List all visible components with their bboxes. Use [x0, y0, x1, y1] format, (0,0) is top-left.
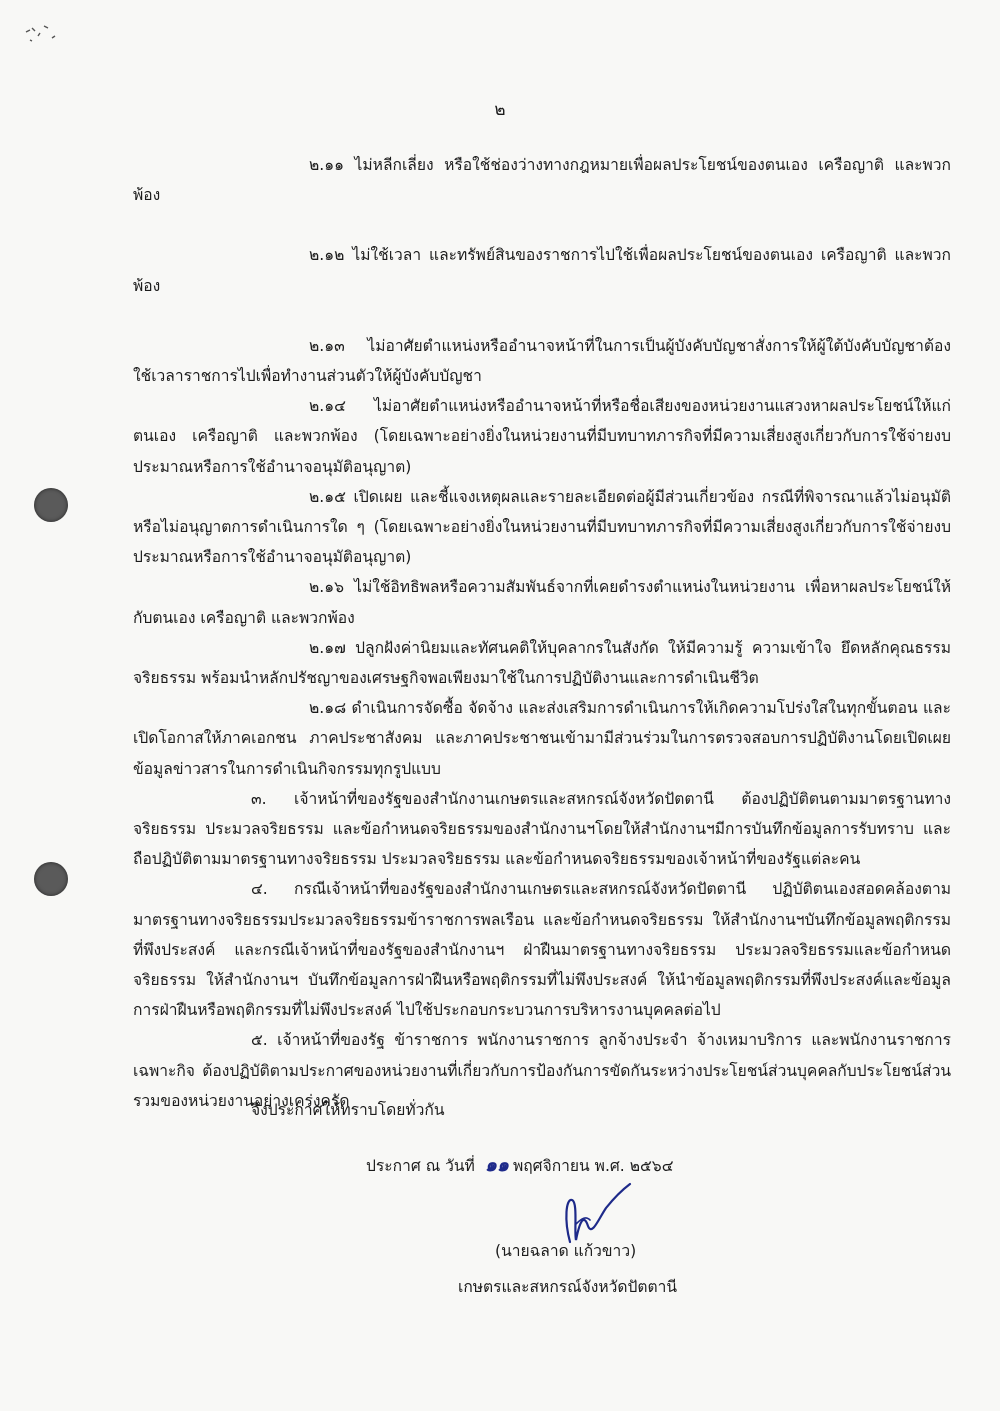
- paragraph-2-14: ๒.๑๔ ไม่อาศัยตำแหน่งหรืออำนาจหน้าที่หรือชื่อเสียงของหน่วยงานแสวงหาผลประโยชน์ให้แก่ตนเอง เครือญาติ และพวกพ้อง (โดยเฉพาะอย่างยิ่งในหน่วยงานที่มีบทบาทภารกิจที่มีความเสี่ยงสูงเกี่ยวกับการใช้จ่ายงบประมาณหรือการใช้อำนาจอนุมัติอนุญาต): [133, 397, 951, 476]
- date-month-year: พฤศจิกายน พ.ศ. ๒๕๖๔: [512, 1157, 674, 1175]
- punch-hole-bottom: [34, 862, 68, 896]
- closing-statement: จึงประกาศให้ทราบโดยทั่วกัน: [251, 1101, 445, 1119]
- date-day: ๑๑: [484, 1154, 509, 1176]
- paragraph-4: ๔. กรณีเจ้าหน้าที่ของรัฐของสำนักงานเกษตรและสหกรณ์จังหวัดปัตตานี ปฏิบัติตนเองสอดคล้องตามมาตรฐานทางจริยธรรมประมวลจริยธรรมข้าราชการพลเรือน และข้อกำหนดจริยธรรม ให้สำนักงานฯบันทึกข้อมูลพฤติกรรมที่พึงประสงค์ และกรณีเจ้าหน้าที่ของรัฐของสำนักงานฯ ฝ่าฝืนมาตรฐานทางจริยธรรม ประมวลจริยธรรมและข้อกำหนดจริยธรรม ให้สำนักงานฯ บันทึกข้อมูลการฝ่าฝืนหรือพฤติกรรมที่ไม่พึงประสงค์ ให้นำข้อมูลพฤติกรรมที่พึงประสงค์และข้อมูลการฝ่าฝืนหรือพฤติกรรมที่ไม่พึงประสงค์ ไปใช้ประกอบกระบวนการบริหารงานบุคคลต่อไป: [133, 880, 951, 1020]
- paragraph-3: ๓. เจ้าหน้าที่ของรัฐของสำนักงานเกษตรและสหกรณ์จังหวัดปัตตานี ต้องปฏิบัติตนตามมาตรฐานทางจริยธรรม ประมวลจริยธรรม และข้อกำหนดจริยธรรมของสำนักงานฯโดยให้สำนักงานฯมีการบันทึกข้อมูลการรับทราบ และถือปฏิบัติตามมาตรฐานทางจริยธรรม ประมวลจริยธรรม และข้อกำหนดจริยธรรมของเจ้าหน้าที่ของรัฐแต่ละคน: [133, 789, 951, 869]
- paragraph-5: ๕. เจ้าหน้าที่ของรัฐ ข้าราชการ พนักงานราชการ ลูกจ้างประจำ จ้างเหมาบริการ และพนักงานราชการเฉพาะกิจ ต้องปฏิบัติตามประกาศของหน่วยงานที่เกี่ยวกับการป้องกันการขัดกันระหว่างประโยชน์ส่วนบุคคลกับประโยชน์ส่วนรวมของหน่วยงานอย่างเคร่งครัด: [133, 1031, 951, 1110]
- signer-name: (นายฉลาด แก้วขาว): [495, 1242, 637, 1260]
- document-body: [133, 150, 951, 1116]
- paragraph-2-16: ๒.๑๖ ไม่ใช้อิทธิพลหรือความสัมพันธ์จากที่เคยดำรงตำแหน่งในหน่วยงาน เพื่อหาผลประโยชน์ให้กับตนเอง เครือญาติ และพวกพ้อง: [133, 578, 951, 627]
- paragraph-2-12: ๒.๑๒ ไม่ใช้เวลา และทรัพย์สินของราชการไปใช้เพื่อผลประโยชน์ของตนเอง เครือญาติ และพวกพ้อง: [133, 246, 951, 295]
- punch-hole-top: [34, 488, 68, 522]
- paragraph-2-18: ๒.๑๘ ดำเนินการจัดซื้อ จัดจ้าง และส่งเสริมการดำเนินการให้เกิดความโปร่งใสในทุกขั้นตอน และเปิดโอกาสให้ภาคเอกชน ภาคประชาสังคม และภาคประชาชนเข้ามามีส่วนร่วมในการตรวจสอบการปฏิบัติงานโดยเปิดเผยข้อมูลข่าวสารในการดำเนินกิจกรรมทุกรูปแบบ: [133, 699, 951, 778]
- announcement-date: [366, 1150, 674, 1180]
- paragraph-2-13: ๒.๑๓ ไม่อาศัยตำแหน่งหรืออำนาจหน้าที่ในการเป็นผู้บังคับบัญชาสั่งการให้ผู้ใต้บังคับบัญชาต้องใช้เวลาราชการไปเพื่อทำงานส่วนตัวให้ผู้บังคับบัญชา: [133, 336, 951, 386]
- page-number: ๒: [494, 100, 506, 120]
- paragraph-2-11: ๒.๑๑ ไม่หลีกเลี่ยง หรือใช้ช่องว่างทางกฎหมายเพื่อผลประโยชน์ของตนเอง เครือญาติ และพวกพ้อง: [133, 156, 951, 205]
- paragraph-2-15: ๒.๑๕ เปิดเผย และชี้แจงเหตุผลและรายละเอียดต่อผู้มีส่วนเกี่ยวข้อง กรณีที่พิจารณาแล้วไม่อนุมัติ หรือไม่อนุญาตการดำเนินการใด ๆ (โดยเฉพาะอย่างยิ่งในหน่วยงานที่มีบทบาทภารกิจที่มีความเสี่ยงสูงเกี่ยวกับการใช้จ่ายงบประมาณหรือการใช้อำนาจอนุมัติอนุญาต): [133, 487, 951, 567]
- date-prefix: ประกาศ ณ วันที่: [366, 1157, 475, 1175]
- scan-speck-mark: [22, 18, 68, 48]
- signer-title: เกษตรและสหกรณ์จังหวัดปัตตานี: [458, 1278, 678, 1296]
- paragraph-2-17: ๒.๑๗ ปลูกฝังค่านิยมและทัศนคติให้บุคลากรในสังกัด ให้มีความรู้ ความเข้าใจ ยึดหลักคุณธรรม จริยธรรม พร้อมนำหลักปรัชญาของเศรษฐกิจพอเพียงมาใช้ในการปฏิบัติงานและการดำเนินชีวิต: [133, 638, 951, 688]
